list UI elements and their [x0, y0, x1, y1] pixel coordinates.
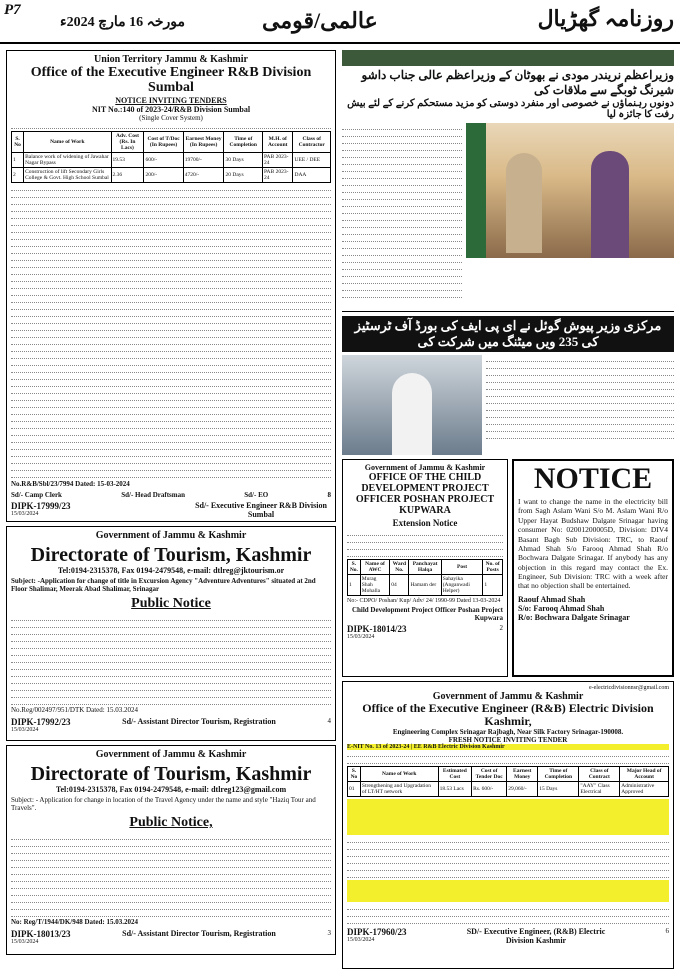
ad-box-no: 6: [665, 927, 669, 936]
dipk-date: 15/03/2024: [347, 634, 375, 640]
th: S. No.: [348, 560, 361, 575]
newspaper-name: روزنامہ گھڑیال: [537, 6, 674, 31]
ad-signature: Sd/- Assistant Director Tourism, Registration: [122, 929, 276, 938]
td: 19700/-: [183, 152, 224, 167]
notice-title: NOTICE: [533, 462, 653, 495]
td: Administrative Approved: [620, 782, 669, 797]
ad-govt: Government of Jammu & Kashmir: [432, 691, 584, 702]
notice-body: I want to change the name in the electricity bill from Sagh Aslam Wani S/o M. Aslam Wani R/o Upper Hayat Budshaw Dalgate Srinagar having consumer No: 02001200005D, Division: DIV4 Basant Bagh Sub Division: TRC, to Raouf Ahmad Shah S/o Farooq Ahmad Shah R/o Bochwara Dalgate Srinagar. If anybody has any objection in this regard may contact the Ex. Engineer, Sub Division: TRC with a week after that no objection shall be entertained.: [518, 497, 668, 591]
dipk-date: 15/03/2024: [347, 937, 375, 944]
news-subhead: دونوں رہنماؤں نے خصوصی اور منفرد دوستی کو مزید مستحکم کرنے کے لئے بیش رفت کا جائزہ لیا: [342, 98, 674, 120]
dipk-number: DIPK-17960/23: [347, 927, 407, 938]
dipk-date: 15/03/2024: [11, 510, 39, 517]
ad-ref: No:- CDPO/ Poshan/ Kup/ Adv/ 24/ 1990-99 Dated 13-03-2024: [347, 598, 501, 604]
dipk-number: DIPK-18013/23: [11, 929, 71, 939]
ad-signature: Sd/- Assistant Director Tourism, Registration: [122, 717, 276, 726]
td: 1: [348, 575, 361, 596]
ad-box-no: 2: [499, 624, 503, 632]
th: Estimated Cost: [438, 767, 471, 782]
ad-body-lines: [11, 185, 331, 478]
th: Post: [441, 560, 483, 575]
th: Cost of T/Doc (In Rupees): [144, 131, 183, 152]
th: Time of Completion: [538, 767, 579, 782]
news-photo-strip: [342, 50, 674, 66]
th: Earnest Money (In Rupees): [183, 131, 224, 152]
td: Murag Shah Mohalla: [360, 575, 390, 596]
dipk-date: 15/03/2024: [11, 939, 39, 945]
ad-nit-title: FRESH NOTICE INVITING TENDER: [448, 736, 568, 745]
masthead-date: مورخہ 16 مارچ 2024ء: [60, 15, 186, 30]
ad-signature: Child Development Project Officer Poshan Project Kupwara: [351, 606, 503, 622]
th: Major Head of Account: [620, 767, 669, 782]
tourism-notice-1: [6, 526, 336, 741]
ad-box-no: 4: [327, 717, 331, 725]
th: Name of Work: [24, 131, 111, 152]
table-row: [12, 167, 331, 182]
td: Balance work of widening of Jawahar Nagar Bypass: [24, 152, 111, 167]
ad-nit-line: E-NIT No. 13 of 2023-24 | EE R&B Electric Division Kashmir: [347, 744, 669, 750]
news-headline: وزیراعظم نریندر مودی نے بھوٹان کے وزیراعظم عالی جناب داشو شیرنگ ٹوبگے سے ملاقات کی: [342, 68, 674, 98]
td: Hamam der: [409, 575, 441, 596]
news-body: [486, 355, 674, 455]
ad-subject: Subject: - Application for change in location of the Travel Agency under the name and style "Haziq Tour and Travels".: [11, 796, 316, 812]
td: "AAY" Class Electrical: [579, 782, 620, 797]
td: Strengthening and Upgradation of LT/HT network: [360, 782, 438, 797]
td: 29,060/-: [507, 782, 538, 797]
td: PAB 2023-24: [263, 167, 293, 182]
ad-ref: No.R&B/Sbl/23/7994 Dated: 15-03-2024: [11, 479, 130, 488]
td: 30 Days: [224, 152, 263, 167]
dipk-number: DIPK-17999/23: [11, 500, 71, 511]
td: DAA: [293, 167, 331, 182]
th: Name of AWC: [360, 560, 390, 575]
ad-system: (Single Cover System): [139, 113, 203, 122]
ad-ref: No.Reg/002497/951/DTK Dated: 15.03.2024: [11, 706, 138, 714]
tender-table: [11, 131, 331, 183]
td: 01: [348, 782, 361, 797]
td: 2.36: [111, 167, 144, 182]
table-row: [348, 575, 503, 596]
ad-contact: Tel:0194-2315378, Fax 0194-2479548, e-mail: dtlreg123@gmail.com: [55, 785, 287, 794]
ad-heading: Public Notice,: [129, 815, 213, 830]
th: Earnest Money: [507, 767, 538, 782]
notice-sig-name: Raouf Ahmad Shah: [518, 594, 586, 604]
th: Class of Contractor: [293, 131, 331, 152]
news-story-goyal: [342, 355, 674, 455]
rb-sumbal-tender-ad: [6, 50, 336, 522]
sig-camp-clerk: Sd/- Camp Clerk: [11, 490, 62, 499]
td: PAB 2023-24: [263, 152, 293, 167]
ad-signature: SD/- Executive Engineer, (R&B) Electric Division Kashmir: [466, 927, 606, 946]
name-change-notice: [512, 459, 674, 677]
tourism-notice-2: [6, 745, 336, 955]
td: 600/-: [144, 152, 183, 167]
th: Class of Contract: [579, 767, 620, 782]
news-body: [342, 123, 462, 299]
ad-office: OFFICE OF THE CHILD DEVELOPMENT PROJECT OFFICER POSHAN PROJECT KUPWARA: [355, 472, 495, 516]
td: 1: [483, 575, 503, 596]
sig-box-no: 8: [327, 490, 331, 499]
td: Sahayika (Anganwadi Helper): [441, 575, 483, 596]
th: S. No: [12, 131, 24, 152]
sig-eo: Sd/- EO: [244, 490, 269, 499]
ad-govt: Union Territory Jammu & Kashmir: [94, 54, 248, 65]
ad-ref: No: Reg/T/1944/DK/948 Dated: 15.03.2024: [11, 918, 138, 926]
th: Ward No.: [390, 560, 409, 575]
th: Cost of Tender Doc: [472, 767, 507, 782]
page-number: P7: [4, 2, 21, 18]
td: 18.53 Lacs: [438, 782, 471, 797]
ad-office: Office of the Executive Engineer R&B Division Sumbal: [30, 65, 312, 96]
poshan-extension-notice: [342, 459, 508, 677]
ad-box-no: 3: [327, 929, 331, 937]
news-photo-leaders: [466, 123, 674, 258]
th: Adv. Cost (Rs. In Lacs): [111, 131, 144, 152]
td: 19.53: [111, 152, 144, 167]
td: 15 Days: [538, 782, 579, 797]
ad-contact: Tel:0194-2315378, Fax 0194-2479548, e-mail: dtlreg@jktourism.or: [57, 566, 285, 575]
ad-notice: NOTICE INVITING TENDERS: [115, 95, 227, 105]
th: Panchayat Halqa: [409, 560, 441, 575]
td: 2: [12, 167, 24, 182]
news-photo-goyal: [342, 355, 482, 455]
td: 04: [390, 575, 409, 596]
td: Construction of lift Secondary Girls College & Govt. High School Sumbal: [24, 167, 111, 182]
dipk-number: DIPK-18014/23: [347, 624, 407, 634]
th: S. No: [348, 767, 361, 782]
td: 20 Days: [224, 167, 263, 182]
masthead-section: عالمی/قومی: [262, 8, 378, 33]
electric-table: [347, 766, 669, 797]
td: 4720/-: [183, 167, 224, 182]
dipk-date: 15/03/2024: [11, 727, 39, 733]
sig-executive-engineer: Sd/- Executive Engineer R&B Division Sumbal: [195, 500, 327, 519]
td: UEE / DEE: [293, 152, 331, 167]
ad-govt: Government of Jammu & Kashmir: [95, 530, 247, 541]
ad-title: Directorate of Tourism, Kashmir: [30, 763, 312, 785]
ad-subject: Subject: -Application for change of title in Excursion Agency "Adventure Adventures" situated at 2nd Floor Shalimar, Meerak Abad Shalimar, Srinagar: [11, 577, 316, 593]
notice-sig-father: S/o: Farooq Ahmad Shah: [518, 603, 605, 613]
ad-govt: Government of Jammu & Kashmir: [95, 749, 247, 760]
news-story-modi-bhutan: [342, 50, 674, 312]
ad-address: Engineering Complex Srinagar Rajbagh, Near Silk Factory Srinagar-190008.: [392, 728, 624, 737]
signature-row: [11, 491, 331, 499]
ad-govt: Government of Jammu & Kashmir: [364, 463, 486, 472]
table-row: [348, 782, 669, 797]
th: No. of Posts: [483, 560, 503, 575]
dipk-number: DIPK-17992/23: [11, 717, 71, 727]
sig-draftsman: Sd/- Head Draftsman: [121, 490, 185, 499]
ad-email: e-electricdivisionnsr@gmail.com: [588, 685, 669, 691]
ad-office: Office of the Executive Engineer (R&B) Electric Division Kashmir,: [362, 701, 654, 729]
poshan-table: [347, 559, 503, 596]
th: Time of Completion: [224, 131, 263, 152]
th: Name of Work: [360, 767, 438, 782]
td: 200/-: [144, 167, 183, 182]
news-headline-goyal: مرکزی وزیر پیوش گوئل نے ای پی ایف کی بورڈ آف ٹرسٹیز کی 235 ویں میٹنگ میں شرکت کی: [342, 316, 674, 352]
masthead: [0, 0, 680, 44]
ad-nit: NIT No.:140 of 2023-24/R&B Division Sumbal: [91, 104, 251, 114]
td: 1: [12, 152, 24, 167]
ad-heading: Public Notice: [131, 596, 211, 611]
td: Rs. 600/-: [472, 782, 507, 797]
electric-division-tender-ad: [342, 681, 674, 969]
ad-title: Directorate of Tourism, Kashmir: [30, 544, 312, 566]
th: M.H. of Account: [263, 131, 293, 152]
notice-sig-address: R/o: Bochwara Dalgate Srinagar: [518, 612, 630, 622]
ad-notice: Extension Notice: [392, 518, 458, 528]
table-row: [12, 152, 331, 167]
